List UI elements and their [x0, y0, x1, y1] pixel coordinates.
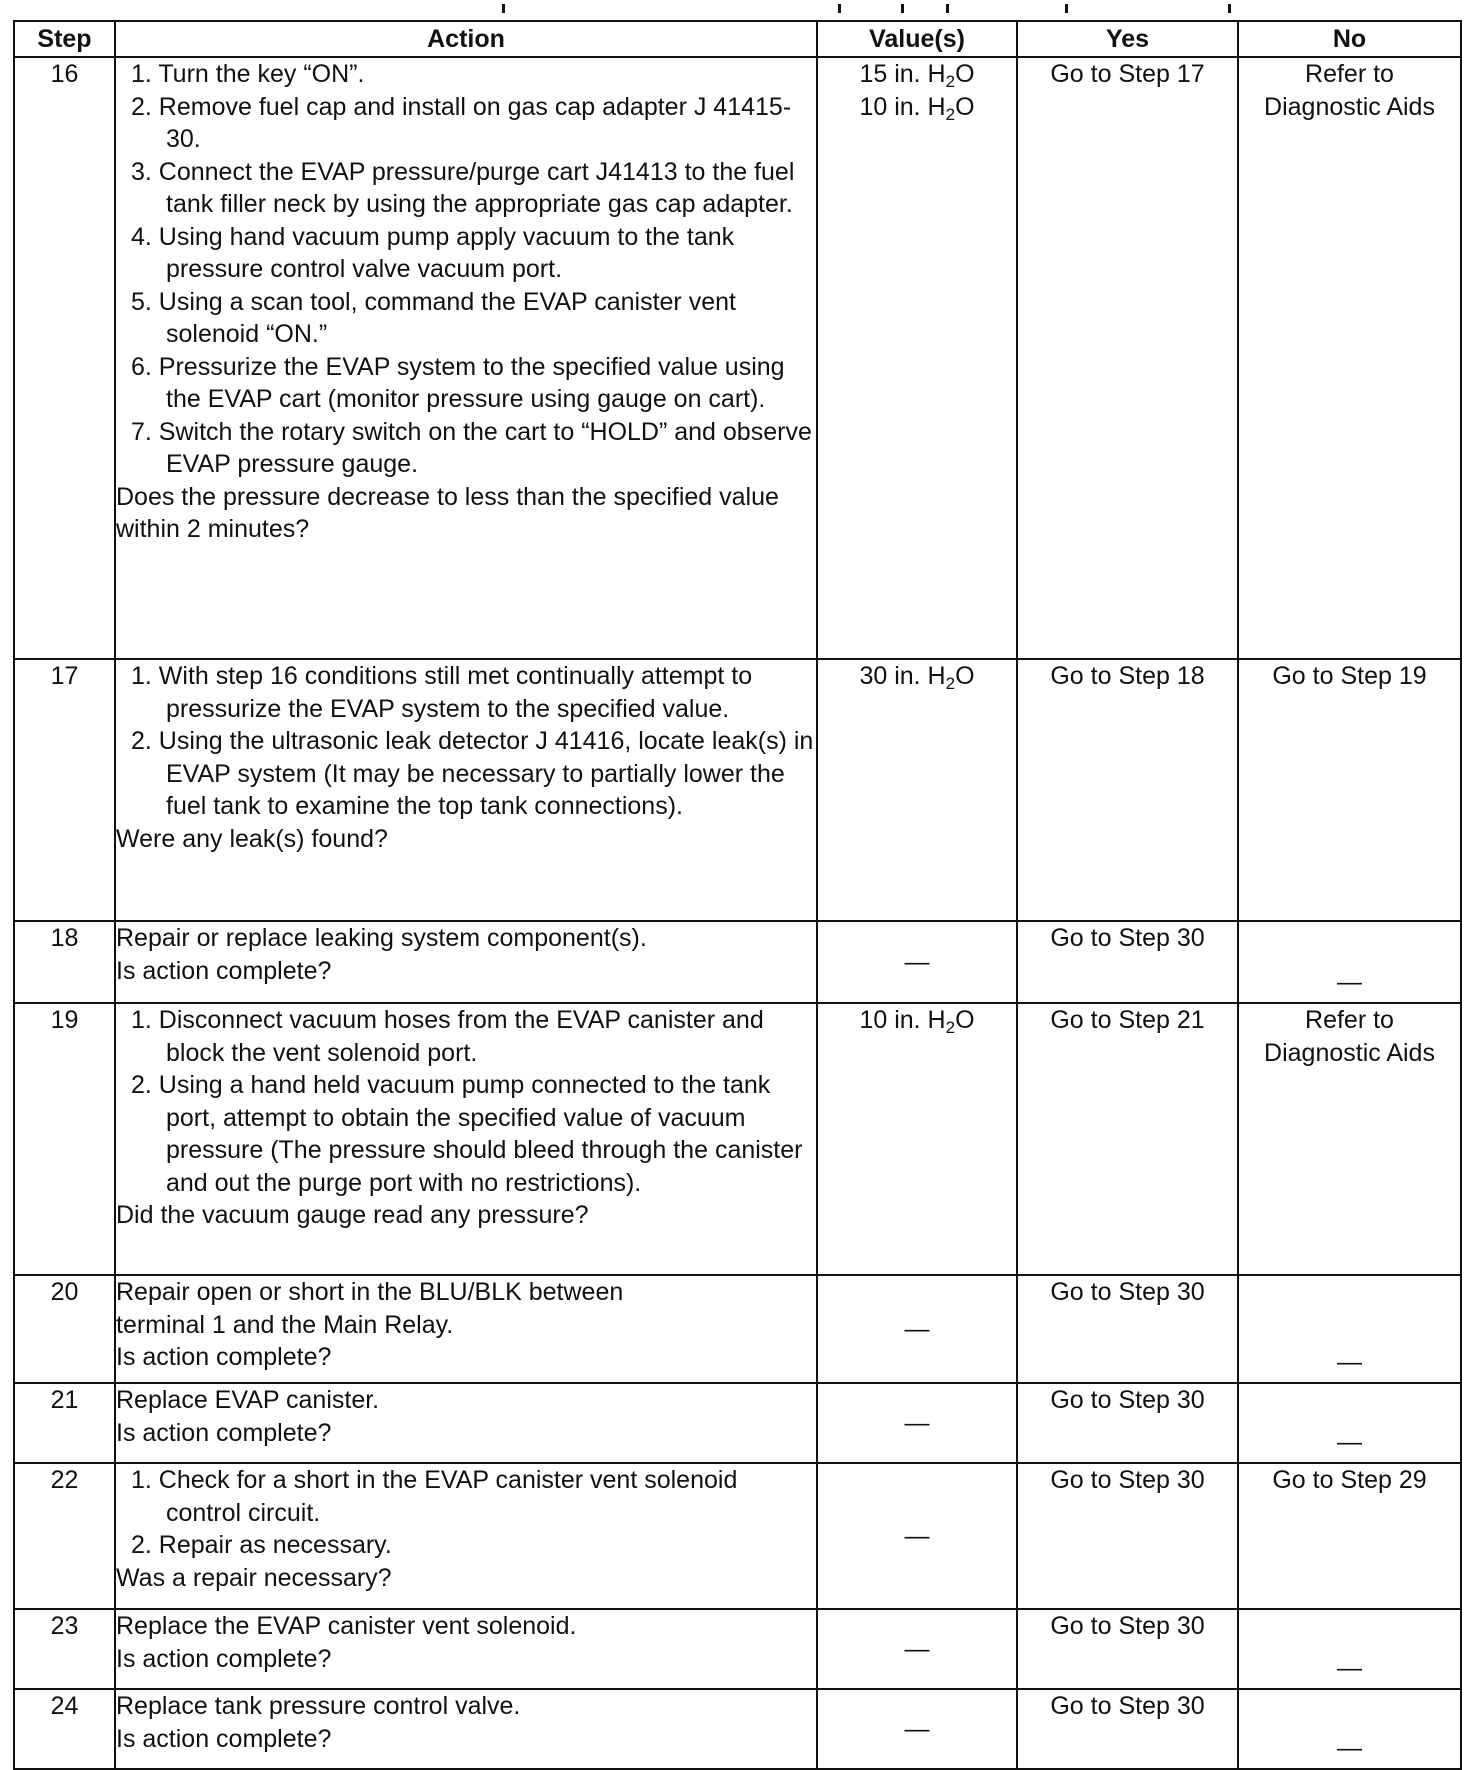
action-question: Does the pressure decrease to less than the specified value within 2 minutes? [116, 482, 779, 543]
value-cell: — [817, 1383, 1017, 1463]
value-cell: — [817, 1689, 1017, 1769]
yes-cell: Go to Step 30 [1017, 1383, 1238, 1463]
action-item: 2. Using a hand held vacuum pump connected to the tank port, attempt to obtain the specified value of vacuum pressure (The pressure should bleed through the canister and out the purge port with no restrictions). [131, 1071, 803, 1197]
action-item: 1. Check for a short in the EVAP canister vent solenoid control circuit. [131, 1466, 738, 1527]
action-line: Replace EVAP canister. [116, 1386, 380, 1414]
diagnostic-table [13, 20, 1462, 1770]
yes-cell: Go to Step 30 [1017, 1689, 1238, 1769]
value-cell: — [817, 1463, 1017, 1609]
yes-cell: Go to Step 30 [1017, 921, 1238, 1003]
step-number: 22 [14, 1463, 115, 1609]
no-cell: — [1238, 1609, 1461, 1689]
step-number: 21 [14, 1383, 115, 1463]
action-question: Is action complete? [116, 1343, 332, 1371]
no-line: Diagnostic Aids [1264, 92, 1435, 121]
step-number: 16 [14, 57, 115, 659]
action-line: Replace tank pressure control valve. [116, 1692, 521, 1720]
action-item: 5. Using a scan tool, command the EVAP canister vent solenoid “ON.” [131, 287, 736, 348]
header-action: Action [115, 21, 817, 57]
yes-cell: Go to Step 17 [1017, 57, 1238, 659]
action-cell [115, 1689, 817, 1769]
step-number: 24 [14, 1689, 115, 1769]
no-line: Diagnostic Aids [1264, 1038, 1435, 1067]
no-cell: Go to Step 29 [1238, 1463, 1461, 1609]
step-number: 18 [14, 921, 115, 1003]
action-line: Replace the EVAP canister vent solenoid. [116, 1612, 577, 1640]
action-cell [115, 1463, 817, 1609]
yes-cell: Go to Step 30 [1017, 1609, 1238, 1689]
no-cell [1238, 57, 1461, 659]
action-question: Did the vacuum gauge read any pressure? [116, 1201, 589, 1229]
table-row [14, 921, 1461, 1003]
table-row [14, 1003, 1461, 1275]
value-cell: — [817, 921, 1017, 1003]
action-item: 1. Turn the key “ON”. [131, 60, 365, 88]
action-cell [115, 1383, 817, 1463]
table-row [14, 1609, 1461, 1689]
yes-cell: Go to Step 30 [1017, 1275, 1238, 1383]
action-question: Is action complete? [116, 956, 332, 985]
action-line: Repair open or short in the BLU/BLK between [116, 1278, 624, 1306]
header-row [14, 21, 1461, 57]
step-number: 23 [14, 1609, 115, 1689]
no-cell: — [1238, 1383, 1461, 1463]
action-question: Is action complete? [116, 1724, 332, 1753]
action-item: 2. Remove fuel cap and install on gas cap adapter J 41415-30. [131, 92, 792, 153]
action-cell [115, 1275, 817, 1383]
action-item: 6. Pressurize the EVAP system to the specified value using the EVAP cart (monitor pressure using gauge on cart). [131, 352, 785, 413]
yes-cell: Go to Step 30 [1017, 1463, 1238, 1609]
action-cell [115, 921, 817, 1003]
action-question: Is action complete? [116, 1644, 332, 1673]
value-cell: — [817, 1275, 1017, 1383]
header-step: Step [14, 21, 115, 57]
action-cell [115, 1003, 817, 1275]
table-row [14, 659, 1461, 921]
yes-cell: Go to Step 18 [1017, 659, 1238, 921]
no-line: Refer to [1305, 60, 1394, 88]
action-line: Repair or replace leaking system component(s). [116, 924, 647, 952]
no-cell: Go to Step 19 [1238, 659, 1461, 921]
action-item: 1. With step 16 conditions still met continually attempt to pressurize the EVAP system to the specified value. [131, 662, 753, 723]
action-item: 7. Switch the rotary switch on the cart to “HOLD” and observe EVAP pressure gauge. [131, 417, 812, 478]
header-yes: Yes [1017, 21, 1238, 57]
value-cell: 30 in. $H_2O$ [817, 659, 1017, 921]
action-question: Were any leak(s) found? [116, 824, 388, 853]
value-cell: 10 in. $H_2O$ [817, 1003, 1017, 1275]
action-cell [115, 57, 817, 659]
no-cell: — [1238, 1689, 1461, 1769]
table-row [14, 57, 1461, 659]
action-item: 2. Using the ultrasonic leak detector J 41416, locate leak(s) in EVAP system (It may be necessary to partially lower the fuel tank to examine the top tank connections). [131, 727, 814, 820]
action-item: 1. Disconnect vacuum hoses from the EVAP canister and block the vent solenoid port. [131, 1006, 764, 1067]
table-row [14, 1463, 1461, 1609]
no-line: Refer to [1305, 1006, 1394, 1034]
table-row [14, 1275, 1461, 1383]
action-item: 2. Repair as necessary. [131, 1531, 392, 1559]
page-top-marks [0, 0, 1472, 16]
table-row [14, 1383, 1461, 1463]
table-row [14, 1689, 1461, 1769]
step-number: 20 [14, 1275, 115, 1383]
value-cell [817, 57, 1017, 659]
step-number: 17 [14, 659, 115, 921]
value-cell: — [817, 1609, 1017, 1689]
action-cell [115, 1609, 817, 1689]
no-cell: — [1238, 1275, 1461, 1383]
header-values: Value(s) [817, 21, 1017, 57]
action-line: terminal 1 and the Main Relay. [116, 1310, 454, 1339]
action-cell [115, 659, 817, 921]
step-number: 19 [14, 1003, 115, 1275]
action-item: 3. Connect the EVAP pressure/purge cart J41413 to the fuel tank filler neck by using the appropriate gas cap adapter. [131, 157, 795, 218]
action-item: 4. Using hand vacuum pump apply vacuum to the tank pressure control valve vacuum port. [131, 222, 735, 283]
value-line: 10 in. $H_2O$ [859, 92, 975, 124]
header-no: No [1238, 21, 1461, 57]
no-cell: — [1238, 921, 1461, 1003]
action-question: Was a repair necessary? [116, 1563, 392, 1592]
no-cell [1238, 1003, 1461, 1275]
yes-cell: Go to Step 21 [1017, 1003, 1238, 1275]
value-line: 15 in. $H_2O$ [859, 60, 975, 91]
action-question: Is action complete? [116, 1418, 332, 1447]
